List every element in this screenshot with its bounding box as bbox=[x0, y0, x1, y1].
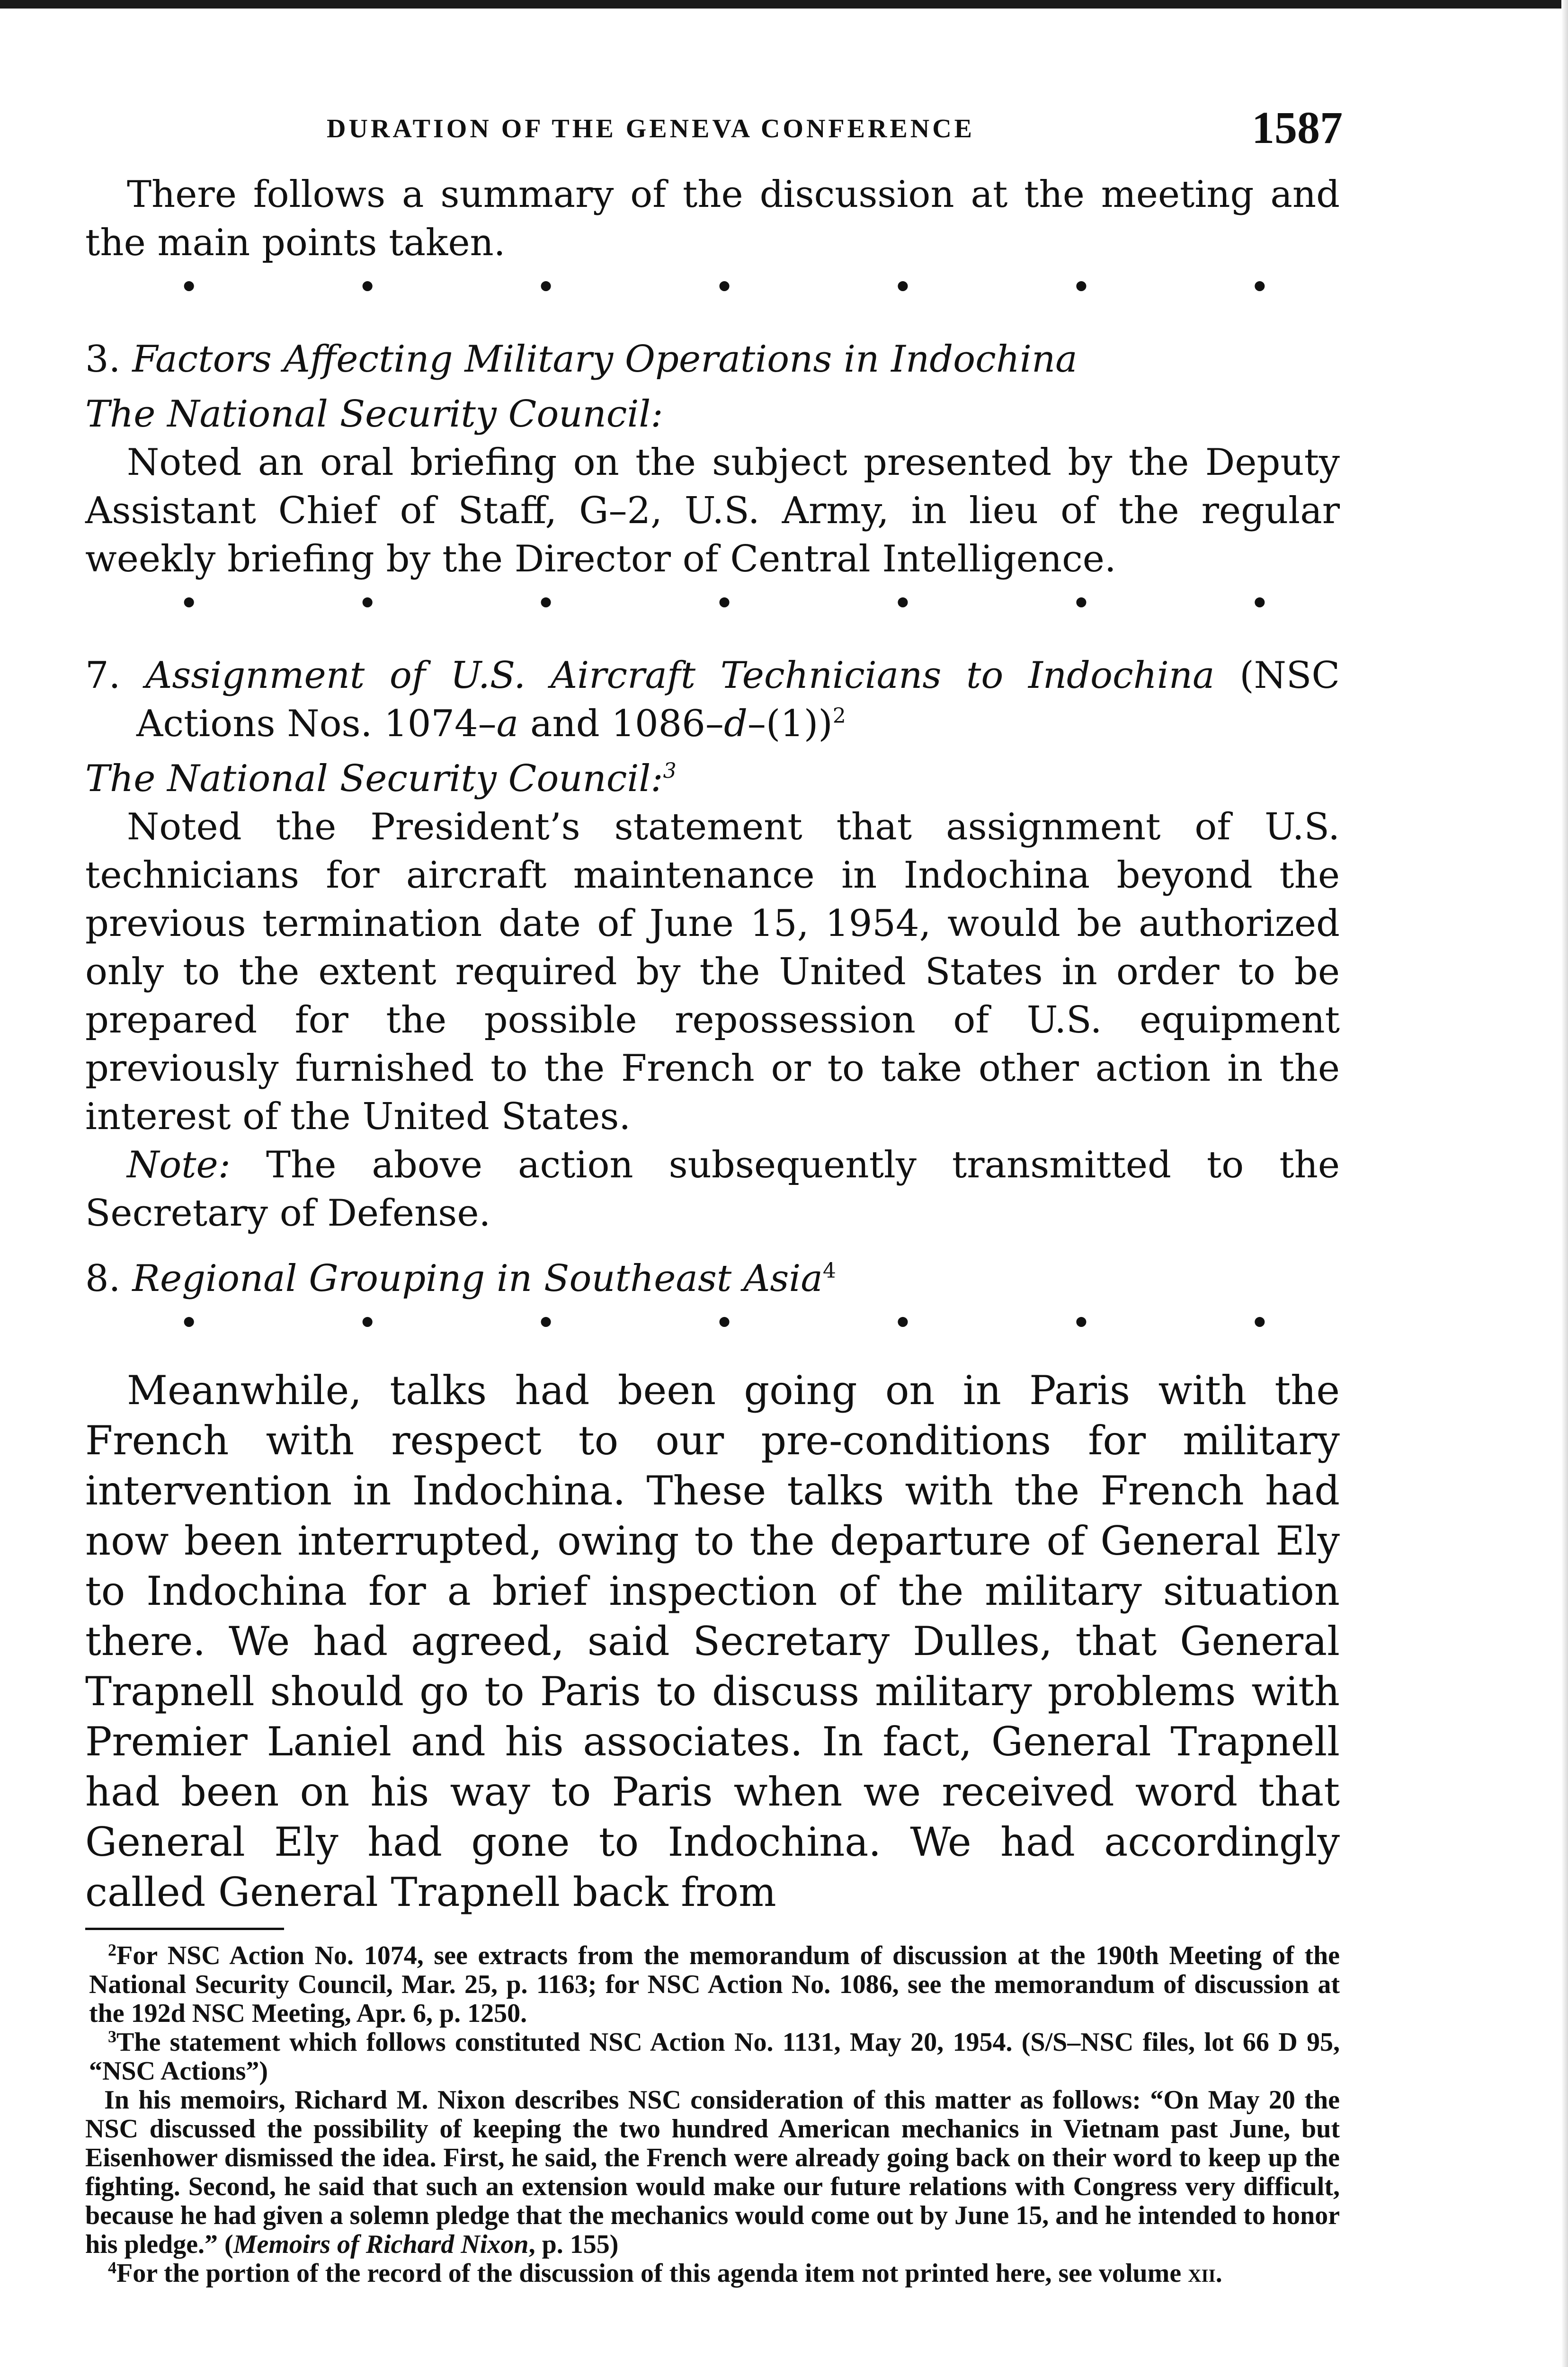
footnote-rule bbox=[85, 1928, 284, 1930]
agenda-item-3-text: Noted an oral briefing on the subject presented by the Deputy Assistant Chief of Staff, G–2, U.S. Army, in lieu of the regular weekly briefing by the Director of Central Intelligence. bbox=[85, 441, 1340, 580]
item-title: Regional Grouping in Southeast Asia bbox=[132, 1257, 823, 1300]
dot: • bbox=[1072, 271, 1091, 304]
item-title-ref: a bbox=[496, 703, 519, 745]
footnote-text: The statement which follows constituted NSC Action No. 1131, May 20, 1954. (S/S–NSC files, lot 66 D 95, “NSC Actions”) bbox=[89, 2028, 1340, 2086]
dot: • bbox=[536, 1307, 555, 1340]
footnote-3 bbox=[85, 2028, 1340, 2086]
dot: • bbox=[1072, 587, 1091, 620]
footnote-marker: 2 bbox=[108, 1940, 116, 1959]
running-header bbox=[85, 99, 1343, 170]
dot: • bbox=[715, 271, 734, 304]
footnote-marker: 3 bbox=[108, 2027, 116, 2046]
footnote-4 bbox=[85, 2259, 1340, 2288]
top-border bbox=[0, 0, 1568, 9]
dot: • bbox=[1250, 587, 1269, 620]
footnote-ref: 2 bbox=[832, 704, 846, 728]
footnote-3-continued bbox=[85, 2086, 1340, 2259]
note-text: The above action subsequently transmitted to the Secretary of Defense. bbox=[85, 1144, 1340, 1235]
omission-dots bbox=[85, 587, 1340, 634]
page-number: 1587 bbox=[1252, 102, 1343, 153]
footnote-text: For NSC Action No. 1074, see extracts from the memorandum of discussion at the 190th Meeting of the National Security Council, Mar. 25, p. 1163; for NSC Action No. 1086, see the memorandum of discussion at the 192d NSC Meeting, Apr. 6, p. 1250. bbox=[89, 1941, 1340, 2028]
footnote-ref: 3 bbox=[663, 759, 677, 783]
document-page bbox=[85, 99, 1343, 2288]
main-paragraph: Meanwhile, talks had been going on in Paris with the French with respect to our pre-conditions for military intervention in Indochina. These talks with the French had now been interrupted, owing to the departure of General Ely to Indochina for a brief inspection of the military situation there. We had agreed, said Secretary Dulles, that General Trapnell should go to Paris to discuss military problems with Premier Laniel and his associates. In fact, General Trapnell had been on his way to Paris when we received word that General Ely had gone to Indochina. We had accordingly called General Trapnell back from bbox=[85, 1367, 1340, 1915]
footnote-text: In his memoirs, Richard M. Nixon describes NSC consideration of this matter as follows: “On May 20 the NSC discussed the possibility of keeping the two hundred American mechanics in Vietnam past June, but Eisenhower dismissed the idea. First, he said, the French were already going back on their word to keep up the fighting. Second, he said that such an extension would make our future relations with Congress very difficult, because he had given a solemn pledge that the mechanics would come out by June 15, and he intended to honor his pledge.” ( bbox=[85, 2085, 1340, 2259]
footnote-text: For the portion of the record of the discussion of this agenda item not printed here, see volume bbox=[116, 2259, 1188, 2288]
dot: • bbox=[1250, 1307, 1269, 1340]
item-title: Factors Affecting Military Operations in Indochina bbox=[132, 338, 1078, 381]
footnote-text: . bbox=[1215, 2259, 1222, 2288]
volume-number: xii bbox=[1188, 2259, 1216, 2288]
item-number: 3. bbox=[85, 338, 133, 381]
item-title: Assignment of U.S. Aircraft Technicians to Indochina bbox=[145, 654, 1215, 697]
footnote-marker: 4 bbox=[108, 2258, 116, 2277]
item-number: 7. bbox=[85, 654, 146, 697]
dot: • bbox=[893, 587, 912, 620]
note-label: Note: bbox=[127, 1144, 231, 1186]
running-title: DURATION OF THE GENEVA CONFERENCE bbox=[327, 114, 975, 143]
intro-paragraph: There follows a summary of the discussion at the meeting and the main points taken. bbox=[85, 173, 1340, 264]
agenda-item-7-heading bbox=[85, 651, 1340, 748]
item-title-ref: d bbox=[723, 703, 748, 745]
omission-dots bbox=[85, 271, 1340, 318]
dot: • bbox=[358, 587, 377, 620]
dot: • bbox=[893, 1307, 912, 1340]
dot: • bbox=[358, 271, 377, 304]
dot: • bbox=[893, 271, 912, 304]
footnote-text: , p. 155) bbox=[528, 2230, 619, 2259]
dot: • bbox=[715, 1307, 734, 1340]
item-title-ref: –(1)) bbox=[747, 703, 833, 745]
dot: • bbox=[180, 587, 198, 620]
dot: • bbox=[1072, 1307, 1091, 1340]
council-label-text: The National Security Council: bbox=[85, 757, 663, 800]
agenda-item-7-text: Noted the President’s statement that assignment of U.S. technicians for aircraft maintenance in Indochina beyond the previous termination date of June 15, 1954, would be authorized only to the extent required by the United States in order to be prepared for the possible repossession of U.S. equipment previously furnished to the French or to take other action in the interest of the United States. bbox=[85, 806, 1340, 1138]
council-label bbox=[85, 755, 1340, 803]
dot: • bbox=[536, 587, 555, 620]
omission-dots bbox=[85, 1307, 1340, 1354]
item-title-ref: (NSC Actions Nos. 1074– bbox=[136, 654, 1340, 745]
note-paragraph bbox=[85, 1141, 1340, 1237]
dot: • bbox=[1250, 271, 1269, 304]
dot: • bbox=[715, 587, 734, 620]
item-number: 8. bbox=[85, 1257, 133, 1300]
footnote-2 bbox=[85, 1941, 1340, 2028]
book-title: Memoirs of Richard Nixon bbox=[233, 2230, 529, 2259]
item-title-ref: and 1086– bbox=[518, 703, 724, 745]
footnote-ref: 4 bbox=[822, 1259, 836, 1283]
dot: • bbox=[358, 1307, 377, 1340]
dot: • bbox=[180, 271, 198, 304]
dot: • bbox=[180, 1307, 198, 1340]
page-edge-shadow bbox=[1561, 0, 1568, 2367]
dot: • bbox=[536, 271, 555, 304]
agenda-item-3-heading bbox=[85, 335, 1340, 383]
council-label: The National Security Council: bbox=[85, 393, 663, 436]
agenda-item-8-heading bbox=[85, 1255, 1340, 1303]
